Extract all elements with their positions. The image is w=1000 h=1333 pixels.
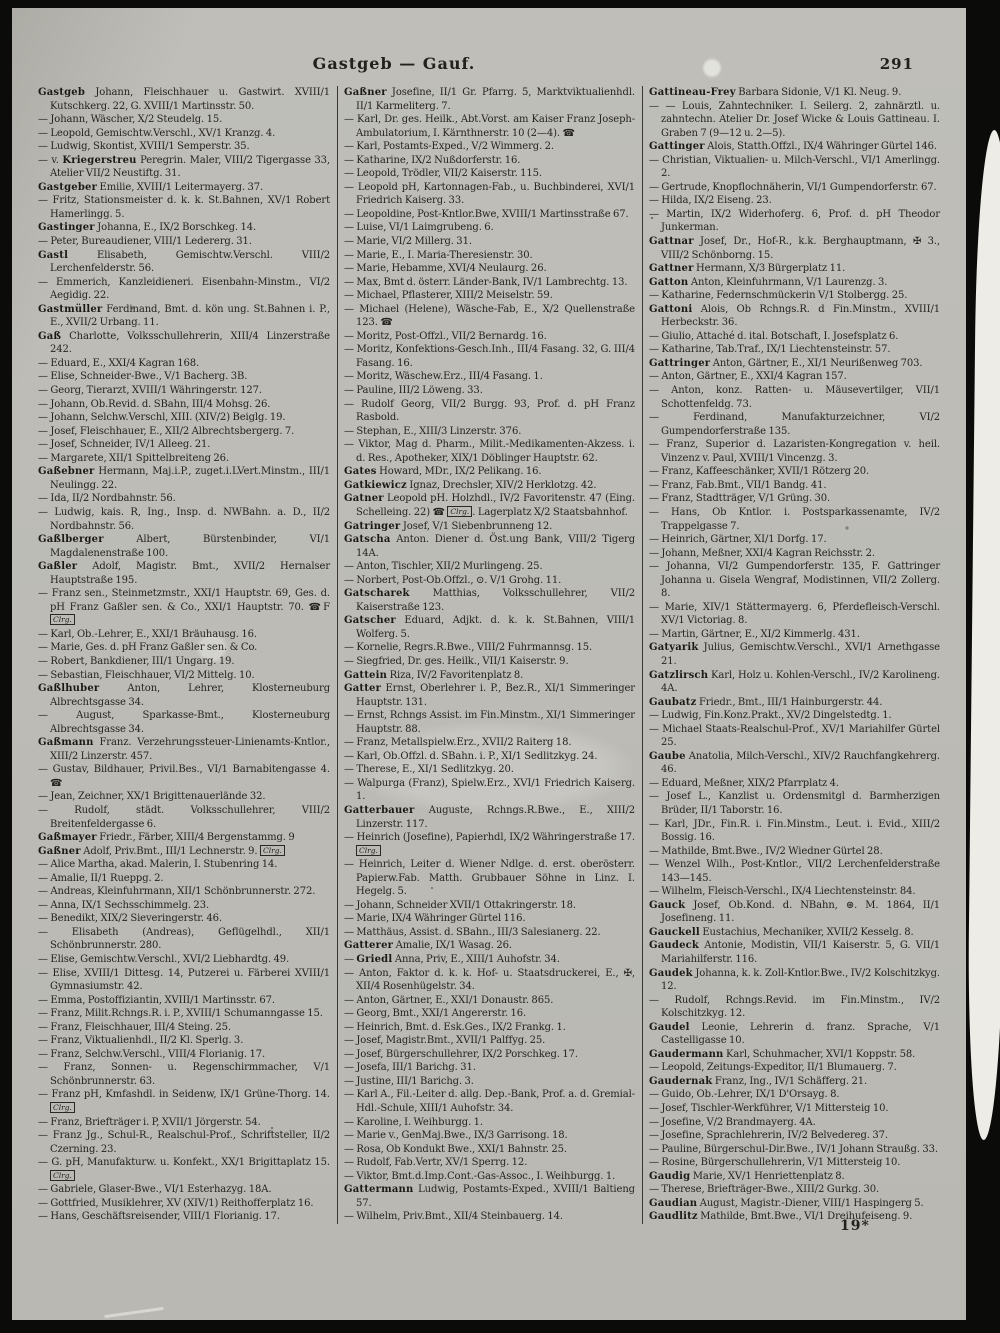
directory-entry: — Franz, Sonnen- u. Regenschirmmacher, V/1 Schönbrunnerstr. 63. [38,1062,330,1087]
page-tear-edge [967,130,1000,1140]
entry-surname: Gaßmayer [38,832,97,844]
directory-entry: — Karl, JDr., Fin.R. i. Fin.Minstm., Leut. i. Evid., XIII/2 Bossig. 16. [649,818,940,844]
directory-entry: — Josefa, III/1 Barichg. 31. [344,1062,476,1074]
directory-entry: — Johanna, VI/2 Gumpendorferstr. 135, F. Gattringer Johanna u. Gisela Wengraf, Modistinnen, VII/2 Zollerg. 8. [649,561,940,600]
directory-entry: — Georg, Bmt., XXI/1 Angererstr. 16. [344,1008,527,1020]
directory-entry: — Karl A., Fil.-Leiter d. allg. Dep.-Bank, Prof. a. d. Gremial-Hdl.-Schule, XIII/1 Auhofstr. 34. [344,1089,635,1115]
directory-entry: — Guido, Ob.-Lehrer, IX/1 D'Orsayg. 8. [649,1089,840,1101]
directory-entry: — Hans, Geschäftsreisender, VIII/1 Florianig. 17. [38,1211,280,1223]
directory-entry: Gatter Ernst, Oberlehrer i. P., Bez.R., XI/1 Simmeringer Hauptstr. 131. [344,683,635,708]
entry-surname: Gaudel [649,1021,690,1033]
clearing-house-badge: Clrg. [447,506,472,517]
directory-entry: — Franz, Selchw.Verschl., VIII/4 Florianig. 17. [38,1048,266,1060]
entry-surname: Gauck [649,899,686,911]
directory-entry: — Anton, konz. Ratten- u. Mäusevertilger, VII/1 Schottenfeldg. 73. [649,385,940,410]
entry-surname: Gatyarik [649,642,699,654]
directory-entry: — Martin, IX/2 Widerhoferg. 6, Prof. d. pH Theodor Junkerman. [649,208,940,234]
directory-entry: — Eduard, E., XXI/4 Kagran 168. [38,357,200,369]
directory-entry: — Siegfried, Dr. ges. Heilk., VII/1 Kaiserstr. 9. [344,655,569,667]
entry-surname: Gaudian [649,1197,698,1209]
directory-entry: — Justine, III/1 Barichg. 3. [344,1075,474,1087]
directory-entry: — Franz, Fleischhauer, III/4 Steing. 25. [38,1021,232,1033]
entry-surname: Gatscha [344,534,391,546]
directory-entry: Gattoni Alois, Ob Rchngs.R. d Fin.Minstm., XVIII/1 Herbeckstr. 36. [649,303,940,329]
directory-entry: — Heinrich, Bmt. d. Esk.Ges., IX/2 Frankg. 1. [344,1021,566,1033]
directory-entry: — Robert, Bankdiener, III/1 Ungarg. 19. [38,655,235,667]
directory-entry: — Pauline, Bürgerschul-Dir.Bwe., IV/1 Johann Straußg. 33. [649,1143,938,1155]
directory-entry: Gattineau-Frey Barbara Sidonie, V/1 Kl. Neug. 9. [649,87,902,98]
directory-entry: — Alice Martha, akad. Malerin, I. Stubenring 14. [38,859,278,871]
entry-surname: Gaube [649,750,686,762]
directory-entry: — Heinrich, Gärtner, XI/1 Dorfg. 17. [649,534,827,546]
directory-entry: Gattringer Anton, Gärtner, E., XI/1 Neurißenweg 703. [649,357,923,369]
directory-entry: — Franz, Stadtträger, V/1 Grüng. 30. [649,493,831,505]
directory-entry: — Josef, Tischler-Werkführer, V/1 Mittersteig 10. [649,1103,889,1115]
entry-surname: Gattringer [649,357,711,369]
directory-columns [32,86,948,1224]
directory-entry: Gatyarik Julius, Gemischtw.Verschl., XVI/1 Arnethgasse 21. [649,642,940,667]
directory-entry: — Luise, VI/1 Laimgrubeng. 6. [344,222,494,234]
directory-entry: — Leopoldine, Post-Kntlor.Bwe, XVIII/1 Martinsstraße 67. [344,208,629,220]
directory-entry: Gaßlberger Albert, Bürstenbinder, VI/1 Magdalenenstraße 100. [38,534,330,559]
directory-entry: Gatscharek Matthias, Volksschullehrer, VII/2 Kaiserstraße 123. [344,588,635,613]
directory-entry: — Stephan, E., XIII/3 Linzerstr. 376. [344,425,522,437]
directory-entry: — Hilda, IX/2 Eiseng. 23. [649,195,772,207]
directory-entry: Gaßner Adolf, Priv.Bmt., III/1 Lechnerstr. 9. Clrg. [38,845,330,859]
directory-entry: — Franz pH, Kmfashdl. in Seidenw, IX/1 Grüne-Thorg. 14. Clrg. [38,1089,330,1113]
directory-entry: — Marie, VI/2 Millerg. 31. [344,236,472,248]
directory-column-1 [32,86,337,1224]
entry-surname: Gaßebner [38,466,95,478]
directory-entry: Gastmüller Ferdinand, Bmt. d. kön ung. St.Bahnen i. P., E., XVII/2 Urbang. 11. [38,303,330,329]
directory-entry: — Rudolf Georg, VII/2 Burgg. 93, Prof. d. pH Franz Rasbold. [344,398,635,424]
directory-entry: — Heinrich, Leiter d. Wiener Ndlge. d. erst. oberösterr. Papierw.Fab. Matth. Grubbauer Söhne in Linz. I. Hegelg. 5. [344,859,635,898]
directory-entry: — Benedikt, XIX/2 Sieveringerstr. 46. [38,913,222,925]
directory-entry: Gatterer Amalie, IX/1 Wasag. 26. [344,940,512,952]
directory-entry: Gatner Leopold pH. Holzhdl., IV/2 Favoritenstr. 47 (Eing. Schelleing. 22) ☎ Clrg. . Lagerplatz X/2 Staatsbahnhof. [344,493,635,518]
directory-entry: — Franz, Fab.Bmt., VII/1 Bandg. 41. [649,479,827,491]
directory-entry: — Josefine, Sprachlehrerin, IV/2 Belvedereg. 37. [649,1130,888,1142]
directory-entry: — Marie, Hebamme, XVI/4 Neulaurg. 26. [344,263,547,275]
entry-surname: Gatter [344,683,382,695]
directory-entry: — Josef, Schneider, IV/1 Alleeg. 21. [38,439,211,451]
entry-surname: Gastmüller [38,303,103,315]
directory-entry: — Sebastian, Fleischhauer, VI/2 Mittelg. 10. [38,669,255,681]
directory-entry: Gaßner Josefine, II/1 Gr. Pfarrg. 5, Marktviktualienhdl. II/1 Karmeliterg. 7. [344,87,635,112]
directory-entry: Gauckell Eustachius, Mechaniker, XVII/2 Kesselg. 8. [649,926,914,938]
directory-entry: Gaudek Johanna, k. k. Zoll-Kntlor.Bwe., IV/2 Kolschitzkyg. 12. [649,967,940,993]
entry-surname: Gastl [38,249,69,261]
directory-entry: — Franz, Viktualienhdl., II/2 Kl. Sperlg. 3. [38,1035,244,1047]
entry-surname: Gattnar [649,236,694,248]
clearing-house-badge: Clrg. [50,614,75,625]
directory-entry: Gates Howard, MDr., IX/2 Pelikang. 16. [344,466,542,478]
directory-entry: — Christian, Viktualien- u. Milch-Verschl., VI/1 Amerlingg. 2. [649,154,940,180]
entry-surname: Gatzlirsch [649,669,709,681]
entry-surname: Gaubatz [649,696,697,708]
directory-entry: Gaudian August, Magistr.-Diener, VIII/1 Haspingerg 5. [649,1197,924,1209]
directory-entry: — Rosa, Ob Kondukt Bwe., XXI/1 Bahnstr. 25. [344,1143,567,1155]
directory-entry: — Leopold, Zeitungs-Expeditor, II/1 Blumauerg. 7. [649,1062,897,1074]
directory-entry: — Leopold pH, Kartonnagen-Fab., u. Buchbinderei, XVI/1 Friedrich Kaiserg. 33. [344,181,635,207]
directory-entry: — Peter, Bureaudiener, VIII/1 Ledererg. 31. [38,236,252,248]
entry-surname: Gastgeber [38,181,98,193]
directory-entry: — Anna, IX/1 Sechsschimmelg. 23. [38,899,210,911]
directory-entry: — Matthäus, Assist. d. SBahn., III/3 Salesianerg. 22. [344,926,601,938]
directory-entry: — Gertrude, Knopflochnäherin, VI/1 Gumpendorferstr. 67. [649,181,937,193]
directory-entry: — Giulio, Attaché d. ital. Botschaft, I. Josefsplatz 6. [649,330,899,342]
directory-entry: Gattnar Josef, Dr., Hof-R., k.k. Berghauptmann, ✠ 3., VIII/2 Schönborng. 15. [649,236,940,261]
directory-entry: — v. Kriegerstreu Peregrin. Maler, VIII/2 Tigergasse 33, Atelier VII/2 Neustiftg. 31. [38,154,330,180]
directory-entry: — Franz sen., Steinmetzmstr., XXI/1 Hauptstr. 69, Ges. d. pH Franz Gaßler sen. & Co., XXI/1 Hauptstr. 70. ☎F Clrg. [38,588,330,625]
directory-entry: — Eduard, Meßner, XIX/2 Pfarrplatz 4. [649,777,839,789]
directory-entry: — Leopold, Gemischtw.Verschl., XV/1 Kranzg. 4. [38,127,276,139]
directory-entry: Gaudernak Franz, Ing., IV/1 Schäfferg. 21. [649,1075,868,1087]
directory-entry: — Fritz, Stationsmeister d. k. k. St.Bahnen, XV/1 Robert Hamerlingg. 5. [38,195,330,220]
directory-entry: — Mathilde, Bmt.Bwe., IV/2 Wiedner Gürtel 28. [649,845,883,857]
directory-entry: — Johann, Wäscher, X/2 Steudelg. 15. [38,114,223,126]
entry-surname: Gaudek [649,967,693,979]
directory-entry: Gaubatz Friedr., Bmt., III/1 Hainburgerstr. 44. [649,696,883,708]
directory-entry: — Ludwig, kais. R, Ing., Insp. d. NWBahn. a. D., II/2 Nordbahnstr. 56. [38,506,330,532]
directory-entry: — Karl, Postamts-Exped., V/2 Wimmerg. 2. [344,141,555,153]
directory-entry: — Anton, Faktor d. k. k. Hof- u. Staatsdruckerei, E., ✠, XII/4 Rosenhügelstr. 34. [344,967,635,993]
entry-surname: Gastgeb [38,87,86,98]
directory-entry: Gaudig Marie, XV/1 Henriettenplatz 8. [649,1170,845,1182]
directory-entry: Gastgeber Emilie, XVIII/1 Leitermayerg. 37. [38,181,264,193]
directory-entry: — Walpurga (Franz), Spielw.Erz., XVI/1 Friedrich Kaiserg. 1. [344,777,635,803]
entry-surname: Gatton [649,276,689,288]
directory-entry: — Georg, Tierarzt, XVIII/1 Währingerstr. 127. [38,385,262,397]
directory-entry: — Rosine, Bürgerschullehrerin, V/1 Mittersteig 10. [649,1157,901,1169]
directory-entry: — Anton, Gärtner, E., XXI/1 Donaustr. 865. [344,994,554,1006]
directory-entry: — Viktor, Mag d. Pharm., Milit.-Medikamenten-Akzess. i. d. Res., Apotheker, XIX/1 Döblinger Hauptstr. 62. [344,439,635,464]
directory-entry: — Gustav, Bildhauer, Privil.Bes., VI/1 Barnabitengasse 4. ☎ [38,764,330,789]
signature-mark: 19* [840,1218,870,1234]
directory-entry: — Franz, Metallspielw.Erz., XVII/2 Raiterg 18. [344,737,572,749]
directory-entry: Gattner Hermann, X/3 Bürgerplatz 11. [649,263,846,275]
directory-entry: Gatton Anton, Kleinfuhrmann, V/1 Laurenzg. 3. [649,276,888,288]
entry-surname: Gaßmann [38,737,94,749]
directory-entry: Gastinger Johanna, E., IX/2 Borschkeg. 14. [38,222,257,234]
directory-entry: — Jean, Zeichner, XX/1 Brigittenauerlände 32. [38,791,266,803]
entry-surname: Gattoni [649,303,693,315]
directory-entry: — Martin, Gärtner, E., XI/2 Kimmerlg. 431. [649,628,860,640]
directory-entry: — Gottfried, Musiklehrer, XV (XIV/1) Reithofferplatz 16. [38,1197,314,1209]
directory-entry: — Franz, Milit.Rchngs.R. i. P., XVIII/1 Schumanngasse 15. [38,1008,323,1020]
directory-entry: Gaudlitz Mathilde, Bmt.Bwe., VI/1 Dreihufeiseng. 9. [649,1211,913,1223]
directory-entry: Gaßler Adolf, Magistr. Bmt., XVII/2 Hernalser Hauptstraße 195. [38,561,330,586]
clearing-house-badge: Clrg. [356,845,381,856]
directory-entry: — Therese, Briefträger-Bwe., XIII/2 Gurkg. 30. [649,1184,880,1196]
directory-entry: Gatringer Josef, V/1 Siebenbrunneng 12. [344,520,553,532]
entry-surname: Gatterbauer [344,804,415,816]
directory-entry: — Franz, Superior d. Lazaristen-Kongregation v. heil. Vinzenz v. Paul, XVIII/1 Vincenzg. 3. [649,439,940,464]
directory-entry: — Marie v., GenMaj.Bwe., IX/3 Garrisong. 18. [344,1130,568,1142]
directory-entry: — Rudolf, Rchngs.Revid. im Fin.Minstm., IV/2 Kolschitzkyg. 12. [649,994,940,1020]
entry-surname: Gattermann [344,1184,414,1196]
scan-scratch [104,1307,164,1318]
directory-entry: — Franz Jg., Schul-R., Realschul-Prof., Schriftsteller, II/2 Czerning. 23. [38,1130,330,1155]
directory-entry: — Johann, Schneider XVII/1 Ottakringerstr. 18. [344,899,576,911]
directory-entry: — Wilhelm, Priv.Bmt., XII/4 Steinbauerg. 14. [344,1211,563,1223]
directory-entry: Gattein Riza, IV/2 Favoritenplatz 8. [344,669,524,681]
directory-entry: — Rudolf, Fab.Vertr, XV/1 Sperrg. 12. [344,1157,528,1169]
directory-entry: — Ferdinand, Manufakturzeichner, VI/2 Gumpendorferstraße 135. [649,412,940,437]
directory-entry: — G. pH, Manufakturw. u. Konfekt., XX/1 Brigittaplatz 15. Clrg. [38,1157,330,1180]
directory-entry: — Elise, Gemischtw.Verschl., XVI/2 Liebhardtg. 49. [38,954,290,965]
directory-column-2 [337,86,642,1224]
paper-page [12,8,966,1320]
entry-surname: Gattner [649,263,694,275]
directory-entry: — Marie, XIV/1 Stättermayerg. 6, Pferdefleisch-Verschl. XV/1 Victoriag. 8. [649,601,940,627]
directory-entry: Gaßmayer Friedr., Färber, XIII/4 Bergenstammg. 9 [38,832,295,844]
directory-entry: — Therese, E., XI/1 Sedlitzkyg. 20. [344,764,514,776]
directory-entry: — August, Sparkasse-Bmt., Klosterneuburg Albrechtsgasse 34. [38,710,330,735]
directory-entry: — Norbert, Post-Ob.Offzl., ⊙. V/1 Grohg. 11. [344,574,562,586]
directory-entry: Gatkiewicz Ignaz, Drechsler, XIV/2 Herklotzg. 42. [344,479,597,491]
clearing-house-badge: Clrg. [260,845,285,856]
entry-surname: Gatner [344,493,384,505]
directory-entry: — Franz, Kaffeeschänker, XVII/1 Rötzerg 20. [649,466,870,478]
entry-surname: Gatscharek [344,588,410,600]
entry-surname: Gates [344,466,377,478]
page-title: Gastgeb — Gauf. [312,54,476,73]
entry-surname: Gaß [38,330,62,342]
directory-entry: Gattermann Ludwig, Postamts-Exped., XVIII/1 Baltieng 57. [344,1184,635,1209]
entry-surname: Gattineau-Frey [649,87,736,98]
clearing-house-badge: Clrg. [50,1170,75,1181]
directory-entry: — Marie, IX/4 Währinger Gürtel 116. [344,913,526,925]
directory-entry: — Emma, Postoffiziantin, XVIII/1 Martinsstr. 67. [38,994,275,1006]
directory-entry: — Elise, XVIII/1 Dittesg. 14, Putzerei u. Färberei XVIII/1 Gymnasiumstr. 42. [38,967,330,993]
directory-entry: — Karoline, I. Weihburgg. 1. [344,1116,483,1128]
directory-entry: — Michael, Pflasterer, XIII/2 Meiselstr. 59. [344,290,553,302]
entry-surname: Gaßner [344,87,387,98]
directory-entry: Gastl Elisabeth, Gemischtw.Verschl. VIII/2 Lerchenfelderstr. 56. [38,249,330,275]
directory-entry: — — Louis, Zahntechniker. I. Seilerg. 2, zahnärztl. u. zahntechn. Atelier Dr. Josef Wicke & Louis Gattineau. I. Graben 7 (9—12 u. 2—5). [649,100,940,139]
directory-entry: — Moritz, Konfektions-Gesch.Inh., III/4 Fasang. 32, G. III/4 Fasang. 16. [344,344,635,369]
directory-entry: — Rudolf, städt. Volksschullehrer, VIII/2 Breitenfeldergasse 6. [38,804,330,830]
entry-surname: Gaßner [38,845,81,857]
entry-surname: Gattein [344,669,388,681]
directory-entry: Gaube Anatolia, Milch-Verschl., XIV/2 Rauchfangkehrerg. 46. [649,750,940,776]
directory-entry: — Johann, Selchw.Verschl, XIII. (XIV/2) Beiglg. 19. [38,412,286,424]
directory-entry: Gaßebner Hermann, Maj.i.P., zuget.i.LVert.Minstm., III/1 Neulingg. 22. [38,466,330,491]
directory-entry: — Marie, Ges. d. pH Franz Gaßler sen. & Co. [38,642,258,654]
entry-surname: Gaudernak [649,1075,713,1087]
entry-surname: Gatterer [344,940,394,952]
directory-entry: — Margarete, XII/1 Spittelbreiteng 26. [38,452,230,464]
directory-entry: Gattinger Alois, Statth.Offzl., IX/4 Währinger Gürtel 146. [649,141,937,153]
directory-entry: — Karl, Ob.Offzl. d. SBahn. i. P., XI/1 Sedlitzkyg. 24. [344,750,598,762]
directory-entry: — Max, Bmt d. österr. Länder-Bank, IV/1 Lambrechtg. 13. [344,276,628,288]
directory-entry: — Katharine, Tab.Traf., IX/1 Liechtensteinstr. 57. [649,344,891,356]
directory-entry: — Karl, Dr. ges. Heilk., Abt.Vorst. am Kaiser Franz Joseph-Ambulatorium, I. Kärnthnerstr. 10 (2—4). ☎ [344,114,635,139]
directory-entry: — Josefine, V/2 Brandmayerg. 4A. [649,1116,816,1128]
entry-surname: Gaßlberger [38,534,104,546]
directory-entry: — Emmerich, Kanzleidieneri. Eisenbahn-Minstm., VI/2 Aegidig. 22. [38,276,330,302]
entry-surname: Gatkiewicz [344,479,407,491]
directory-entry: — Kornelie, Regrs.R.Bwe., VIII/2 Fuhrmannsg. 15. [344,642,593,654]
directory-entry: — Moritz, Wäschew.Erz., III/4 Fasang. 1. [344,371,543,383]
directory-entry: — Michael (Helene), Wäsche-Fab, E., X/2 Quellenstraße 123. ☎ [344,303,635,329]
directory-entry: — Karl, Ob.-Lehrer, E., XXI/1 Bräuhausg. 16. [38,628,257,640]
directory-entry: — Marie, E., I. Maria-Theresienstr. 30. [344,249,533,261]
directory-entry: — Michael Staats-Realschul-Prof., XV/1 Mariahilfer Gürtel 25. [649,723,940,749]
directory-entry: — Leopold, Trödler, VII/2 Kaiserstr. 115. [344,168,543,180]
directory-entry: Gaudermann Karl, Schuhmacher, XVI/1 Koppstr. 58. [649,1048,916,1060]
directory-entry: — Pauline, III/2 Löweng. 33. [344,385,483,397]
directory-entry: — Katharine, Federnschmückerin V/1 Stolbergg. 25. [649,290,908,302]
directory-entry: — Ernst, Rchngs Assist. im Fin.Minstm., XI/1 Simmeringer Hauptstr. 88. [344,710,635,735]
directory-entry: — Wenzel Wilh., Post-Kntlor., VII/2 Lerchenfelderstraße 143—145. [649,859,940,884]
entry-surname: Kriegerstreu [62,154,137,166]
directory-entry: — Viktor, Bmt.d.Imp.Cont.-Gas-Assoc., I. Weihburgg. 1. [344,1170,616,1182]
directory-column-3 [642,86,947,1224]
directory-entry: — Griedl Anna, Priv, E., XIII/1 Auhofstr. 34. [344,954,560,965]
directory-entry: — Andreas, Kleinfuhrmann, XII/1 Schönbrunnerstr. 272. [38,886,316,898]
page-number: 291 [879,55,914,73]
entry-surname: Gastinger [38,222,95,234]
directory-entry: Gaßmann Franz. Verzehrungssteuer-Linienamts-Kntlor., XIII/2 Linzerstr. 457. [38,737,330,762]
directory-entry: — Anton, Gärtner, E., XXI/4 Kagran 157. [649,371,847,383]
page-header [12,54,966,78]
directory-entry: — Franz, Briefträger i. P, XVII/1 Jörgerstr. 54. [38,1116,261,1128]
directory-entry: — Hans, Ob Kntlor. i. Postsparkassenamte, IV/2 Trappelgasse 7. [649,506,940,532]
directory-entry: — Elisabeth (Andreas), Geflügelhdl., XII/1 Schönbrunnerstr. 280. [38,926,330,952]
entry-surname: Griedl [356,954,393,965]
entry-surname: Gauckell [649,926,700,938]
entry-surname: Gattinger [649,141,705,153]
directory-entry: Gaß Charlotte, Volksschullehrerin, XIII/4 Linzerstraße 242. [38,330,330,356]
directory-entry: Gaudeck Antonie, Modistin, VII/1 Kaiserstr. 5, G. VII/1 Mariahilferstr. 116. [649,940,940,965]
clearing-house-badge: Clrg. [50,1102,75,1113]
directory-entry: Gatterbauer Auguste, Rchngs.R.Bwe., E., XIII/2 Linzerstr. 117. [344,804,635,830]
directory-entry: — Anton, Tischler, XII/2 Murlingeng. 25. [344,561,543,573]
directory-entry: — Johann, Ob.Revid. d. SBahn, III/4 Mohsg. 26. [38,398,271,410]
entry-surname: Gatscher [344,615,396,627]
directory-entry: Gastgeb Johann, Fleischhauer u. Gastwirt. XVIII/1 Kutschkerg. 22, G. XVIII/1 Martinsstr. 50. [38,87,330,112]
directory-entry: — Ludwig, Skontist, XVIII/1 Semperstr. 35. [38,141,250,153]
directory-entry: Gauck Josef, Ob.Kond. d. NBahn, ⊛. M. 1864, II/1 Josefineng. 11. [649,899,940,925]
entry-surname: Gaudlitz [649,1211,698,1223]
directory-entry: Gaßlhuber Anton, Lehrer, Klosterneuburg Albrechtsgasse 34. [38,683,330,708]
entry-surname: Gaudig [649,1170,691,1182]
entry-surname: Gaßler [38,561,78,573]
directory-entry: — Heinrich (Josefine), Papierhdl, IX/2 Währingerstraße 17. Clrg. [344,832,635,855]
directory-entry: — Amalie, II/1 Rueppg. 2. [38,872,164,884]
directory-entry: — Elise, Schneider-Bwe., V/1 Bacherg. 3B. [38,371,248,383]
directory-entry: — Katharine, IX/2 Nußdorferstr. 16. [344,154,521,166]
directory-entry: Gatscher Eduard, Adjkt. d. k. k. St.Bahnen, VIII/1 Wolferg. 5. [344,615,635,640]
directory-entry: — Wilhelm, Fleisch-Verschl., IX/4 Liechtensteinstr. 84. [649,886,916,898]
directory-entry: — Gabriele, Glaser-Bwe., VI/1 Esterhazyg. 18A. [38,1184,272,1196]
entry-surname: Gaudermann [649,1048,724,1060]
directory-entry: Gatzlirsch Karl, Holz u. Kohlen-Verschl., IV/2 Karolineng. 4A. [649,669,940,695]
directory-entry: Gaudel Leonie, Lehrerin d. franz. Sprache, V/1 Castelligasse 10. [649,1021,940,1047]
directory-entry: — Josef, Bürgerschullehrer, IX/2 Porschkeg. 17. [344,1048,578,1060]
directory-entry: — Ludwig, Fin.Konz.Prakt., XV/2 Dingelstedtg. 1. [649,710,892,722]
directory-entry: — Johann, Meßner, XXI/4 Kagran Reichsstr. 2. [649,547,875,559]
directory-entry: Gatscha Anton. Diener d. Öst.ung Bank, VIII/2 Tigerg 14A. [344,534,635,559]
entry-surname: Gatringer [344,520,401,532]
entry-surname: Gaudeck [649,940,700,952]
directory-entry: — Josef, Magistr.Bmt., XVII/1 Palffyg. 25. [344,1035,546,1047]
directory-entry: — Moritz, Post-Offzl., VII/2 Bernardg. 16. [344,330,547,342]
directory-entry: — Ida, II/2 Nordbahnstr. 56. [38,493,176,505]
directory-entry: — Josef, Fleischhauer, E., XII/2 Albrechtsbergerg. 7. [38,425,295,437]
directory-entry: — Josef L., Kanzlist u. Ordensmitgl d. Barmherzigen Brüder, II/1 Taborstr. 16. [649,791,940,816]
entry-surname: Gaßlhuber [38,683,100,695]
